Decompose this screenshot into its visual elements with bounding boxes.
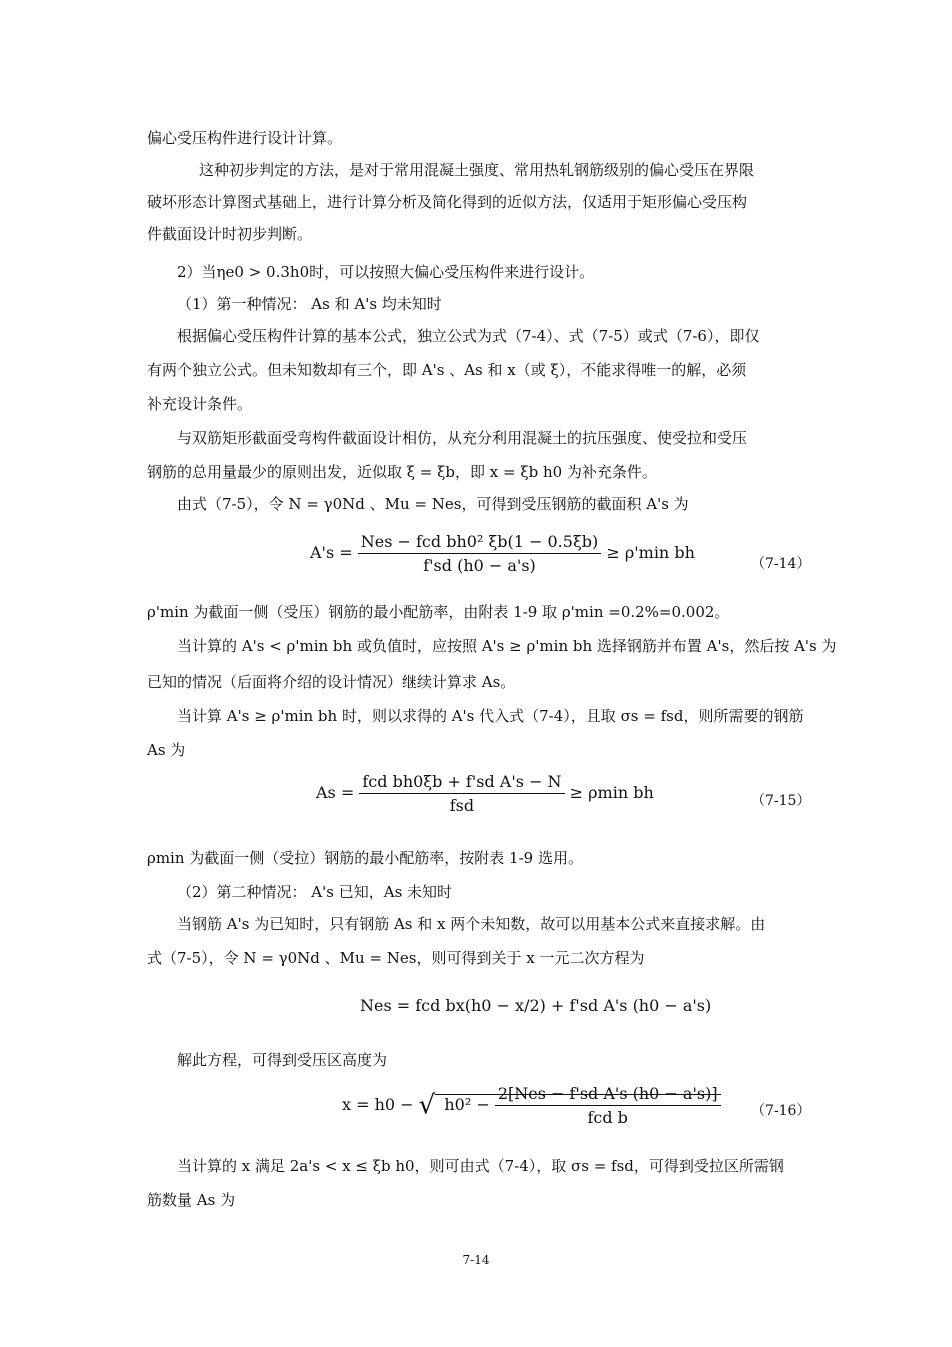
radicand	[435, 1084, 720, 1127]
fraction-denominator: fcd b	[587, 1108, 628, 1127]
fraction-numerator: fcd bh0ξb + f'sd A's − N	[359, 772, 564, 794]
equation-lhs: A's =	[310, 543, 353, 562]
equation-quadratic: Nes = fcd bx(h0 − x/2) + f'sd A's (h0 − a's)	[360, 996, 712, 1015]
paragraph-line: 偏心受压构件进行设计计算。	[147, 129, 343, 147]
paragraph-line: 筋数量 As 为	[147, 1191, 236, 1209]
fraction	[359, 772, 564, 815]
paragraph-line: 钢筋的总用量最少的原则出发，近似取 ξ = ξb，即 x = ξb h0 为补充条件。	[147, 463, 657, 481]
fraction	[495, 1084, 721, 1127]
equation-lhs: As =	[316, 783, 355, 802]
square-root-icon: √	[418, 1090, 436, 1121]
paragraph-line: （2）第二种情况： A's 已知，As 未知时	[177, 883, 453, 901]
equation-number: （7-16）	[751, 1103, 811, 1119]
page-number: 7-14	[462, 1253, 490, 1267]
fraction-numerator: Nes − fcd bh0² ξb(1 − 0.5ξb)	[358, 532, 602, 554]
radicand-prefix: h0² −	[444, 1095, 490, 1114]
equation-lhs: x = h0 −	[342, 1095, 414, 1114]
equation-number: （7-15）	[751, 793, 811, 809]
paragraph-line: 有两个独立公式。但未知数却有三个，即 A's 、As 和 x（或 ξ），不能求得唯一的解，必须	[147, 361, 747, 379]
equation-7-15	[316, 772, 654, 815]
paragraph-line: 补充设计条件。	[147, 395, 253, 413]
equation-rhs: ≥ ρmin bh	[569, 783, 654, 802]
paragraph-line: 当钢筋 A's 为已知时，只有钢筋 As 和 x 两个未知数，故可以用基本公式来直接求解。由	[177, 915, 766, 933]
paragraph-line: ρmin 为截面一侧（受拉）钢筋的最小配筋率，按附表 1-9 选用。	[147, 849, 583, 867]
equation-7-16	[342, 1084, 721, 1127]
paragraph-line: （1）第一种情况： As 和 A's 均未知时	[177, 295, 442, 313]
paragraph-line: 当计算 A's ≥ ρ'min bh 时，则以求得的 A's 代入式（7-4），且取 σs = fsd，则所需要的钢筋	[177, 707, 804, 725]
paragraph-line: 已知的情况（后面将介绍的设计情况）继续计算求 As。	[147, 673, 516, 691]
paragraph-line: 破坏形态计算图式基础上，进行计算分析及简化得到的近似方法，仅适用于矩形偏心受压构	[147, 193, 748, 211]
fraction-numerator: 2[Nes − f'sd A's (h0 − a's)]	[495, 1084, 721, 1106]
equation-rhs: ≥ ρ'min bh	[606, 543, 695, 562]
paragraph-line: As 为	[147, 741, 186, 759]
equation-7-14	[310, 532, 695, 575]
paragraph-line: 与双筋矩形截面受弯构件截面设计相仿，从充分利用混凝土的抗压强度、使受拉和受压	[177, 429, 748, 447]
paragraph-line: 当计算的 x 满足 2a's < x ≤ ξb h0，则可由式（7-4），取 σs = fsd，可得到受拉区所需钢	[177, 1157, 784, 1175]
paragraph-line: ρ'min 为截面一侧（受压）钢筋的最小配筋率，由附表 1-9 取 ρ'min =0.2%=0.002。	[147, 603, 730, 621]
paragraph-line: 件截面设计时初步判断。	[147, 225, 313, 243]
fraction-denominator: fsd	[449, 796, 475, 815]
paragraph-line: 解此方程，可得到受压区高度为	[177, 1051, 388, 1069]
equation-number: （7-14）	[751, 556, 811, 572]
paragraph-line: 式（7-5），令 N = γ0Nd 、Mu = Nes，则可得到关于 x 一元二次方程为	[147, 949, 645, 967]
paragraph-line: 根据偏心受压构件计算的基本公式，独立公式为式（7-4）、式（7-5）或式（7-6），即仅	[177, 327, 760, 345]
paragraph-line: 2）当ηe0 > 0.3h0时，可以按照大偏心受压构件来进行设计。	[177, 263, 595, 281]
paragraph-line: 这种初步判定的方法，是对于常用混凝土强度、常用热轧钢筋级别的偏心受压在界限	[199, 161, 755, 179]
fraction	[358, 532, 602, 575]
paragraph-line: 由式（7-5），令 N = γ0Nd 、Mu = Nes，可得到受压钢筋的截面积 A's 为	[177, 495, 689, 513]
fraction-denominator: f'sd (h0 − a's)	[423, 556, 536, 575]
paragraph-line: 当计算的 A's < ρ'min bh 或负值时，应按照 A's ≥ ρ'min bh 选择钢筋并布置 A's，然后按 A's 为	[177, 637, 837, 655]
